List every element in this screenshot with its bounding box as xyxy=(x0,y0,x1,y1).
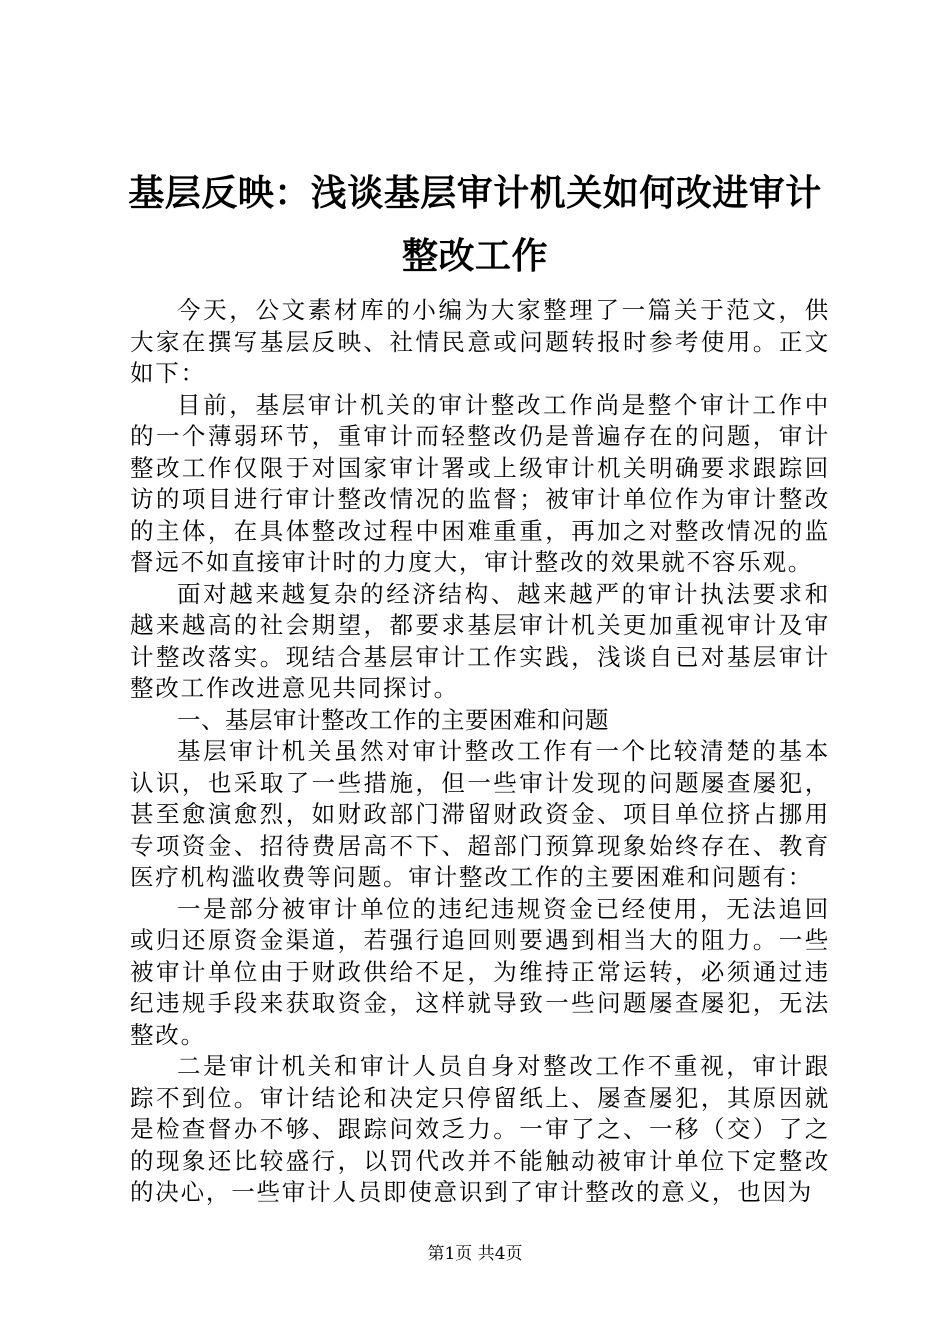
section-heading: 一、基层审计整改工作的主要困难和问题 xyxy=(177,705,609,734)
document-body xyxy=(130,295,830,1209)
paragraph-intro: 今天，公文素材库的小编为大家整理了一篇关于范文，供大家在撰写基层反映、社情民意或问题转报时参考使用。正文如下： xyxy=(130,296,830,387)
page-number-footer: 第1页 共4页 xyxy=(427,1244,523,1264)
paragraph-point-two: 二是审计机关和审计人员自身对整改工作不重视，审计跟踪不到位。审计结论和决定只停留纸上、屡查屡犯，其原因就是检查督办不够、跟踪问效乏力。一审了之、一移（交）了之的现象还比较盛行，以罚代改并不能触动被审计单位下定整改的决心，一些审计人员即使意识到了审计整改的意义，也因为 xyxy=(130,1052,830,1206)
paragraph-current-situation: 目前，基层审计机关的审计整改工作尚是整个审计工作中的一个薄弱环节，重审计而轻整改仍是普遍存在的问题，审计整改工作仅限于对国家审计署或上级审计机关明确要求跟踪回访的项目进行审计整改情况的监督；被审计单位作为审计整改的主体，在具体整改过程中困难重重，再加之对整改情况的监督远不如直接审计时的力度大，审计整改的效果就不容乐观。 xyxy=(130,390,830,576)
paragraph-difficulties: 基层审计机关虽然对审计整改工作有一个比较清楚的基本认识，也采取了一些措施，但一些审计发现的问题屡查屡犯，甚至愈演愈烈，如财政部门滞留财政资金、项目单位挤占挪用专项资金、招待费居高不下、超部门预算现象始终存在、教育医疗机构滥收费等问题。审计整改工作的主要困难和问题有： xyxy=(130,737,830,891)
paragraph-requirements: 面对越来越复杂的经济结构、越来越严的审计执法要求和越来越高的社会期望，都要求基层审计机关更加重视审计及审计整改落实。现结合基层审计工作实践，浅谈自已对基层审计整改工作改进意见共同探讨。 xyxy=(130,579,830,702)
paragraph-point-one: 一是部分被审计单位的违纪违规资金已经使用，无法追回或归还原资金渠道，若强行追回则要遇到相当大的阻力。一些被审计单位由于财政供给不足，为维持正常运转，必须通过违纪违规手段来获取资金，这样就导致一些问题屡查屡犯，无法整改。 xyxy=(130,894,830,1049)
document-title: 基层反映：浅谈基层审计机关如何改进审计整改工作 xyxy=(128,172,822,277)
